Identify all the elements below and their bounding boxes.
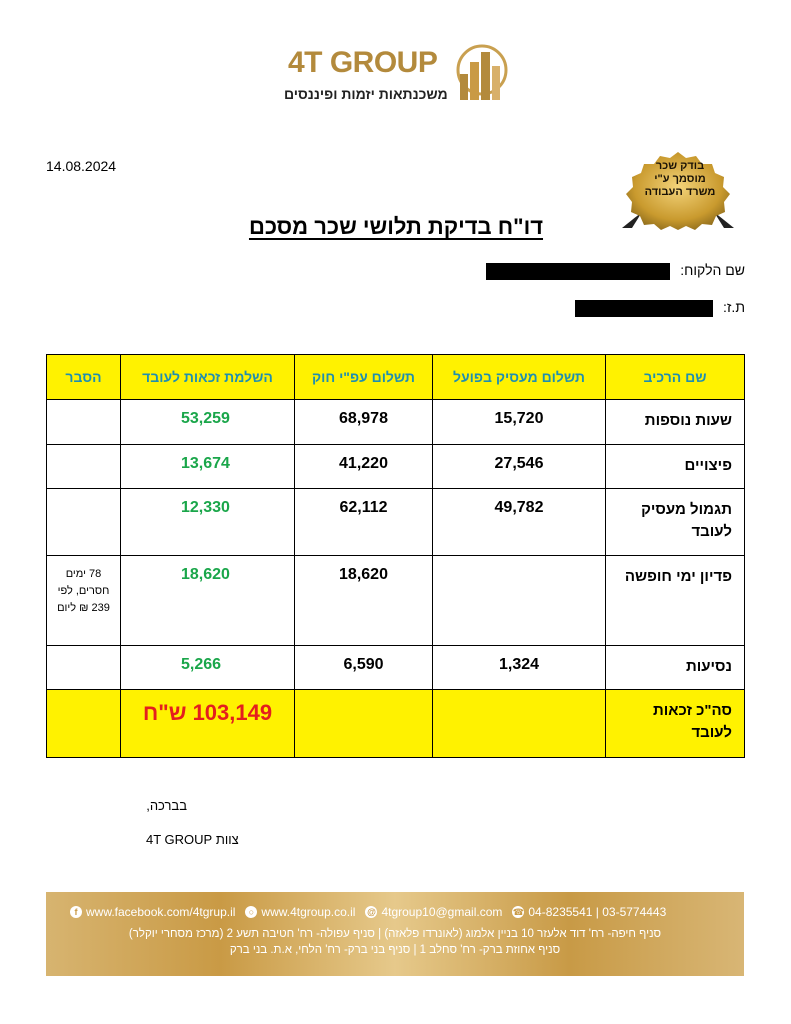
email-text: 4tgroup10@gmail.com bbox=[381, 905, 503, 919]
row-completion: 13,674 bbox=[121, 445, 295, 489]
row-legal-payment: 62,112 bbox=[295, 489, 433, 556]
table-row bbox=[47, 489, 745, 556]
logo-brand: 4T GROUP bbox=[288, 46, 438, 79]
table-row bbox=[47, 400, 745, 445]
buildings-icon bbox=[452, 44, 510, 100]
globe-icon: ○ bbox=[245, 906, 257, 918]
row-completion: 53,259 bbox=[121, 400, 295, 445]
salary-summary-table bbox=[46, 354, 745, 758]
website-link[interactable] bbox=[245, 905, 355, 919]
team-name: צוות 4T GROUP bbox=[146, 832, 239, 847]
client-id-field bbox=[575, 299, 745, 317]
row-completion: 18,620 bbox=[121, 556, 295, 646]
team-signature bbox=[146, 832, 239, 847]
header-completion: השלמת זכאות לעובד bbox=[121, 355, 295, 400]
facebook-text: www.facebook.com/4tgrup.il bbox=[86, 905, 236, 919]
redacted-name bbox=[486, 263, 670, 280]
total-empty-cell bbox=[47, 690, 121, 758]
phone-text: 04-8235541 | 03-5774443 bbox=[528, 905, 667, 919]
certified-seal bbox=[612, 150, 744, 230]
facebook-icon: f bbox=[70, 906, 82, 918]
row-legal-payment: 6,590 bbox=[295, 646, 433, 690]
phone-link[interactable] bbox=[512, 905, 666, 919]
footer-address-line-2: סניף אחוזת ברק- רח' סחלב 1 | סניף בני ברק- רח' הלחי, א.ת. בני ברק bbox=[229, 944, 561, 956]
row-completion: 12,330 bbox=[121, 489, 295, 556]
table-row bbox=[47, 646, 745, 690]
client-name-field bbox=[486, 262, 745, 280]
table-row bbox=[47, 556, 745, 646]
row-actual-payment bbox=[433, 556, 606, 646]
row-actual-payment: 49,782 bbox=[433, 489, 606, 556]
total-empty-cell bbox=[433, 690, 606, 758]
row-completion: 5,266 bbox=[121, 646, 295, 690]
report-date: 14.08.2024 bbox=[46, 158, 117, 174]
row-explanation bbox=[47, 400, 121, 445]
row-legal-payment: 68,978 bbox=[295, 400, 433, 445]
table-header-row bbox=[47, 355, 745, 400]
row-component-name: תגמול מעסיק לעובד bbox=[606, 489, 745, 556]
report-title: דו"ח בדיקת תלושי שכר מסכם bbox=[248, 214, 544, 239]
closing-greeting: בברכה, bbox=[146, 798, 187, 813]
company-logo bbox=[280, 44, 512, 108]
row-legal-payment: 18,620 bbox=[295, 556, 433, 646]
seal-line-3: משרד העבודה bbox=[644, 186, 716, 198]
row-explanation bbox=[47, 646, 121, 690]
client-id-label: ת.ז: bbox=[723, 299, 745, 315]
row-legal-payment: 41,220 bbox=[295, 445, 433, 489]
logo-tagline: משכנתאות יזמות ופיננסים bbox=[284, 86, 448, 102]
table-row bbox=[47, 445, 745, 489]
email-icon: @ bbox=[367, 907, 376, 917]
email-link[interactable] bbox=[365, 905, 502, 919]
client-name-label: שם הלקוח: bbox=[680, 262, 745, 278]
row-component-name: שעות נוספות bbox=[606, 400, 745, 445]
row-explanation: 78 ימים חסרים, לפי 239 ₪ ליום bbox=[47, 556, 121, 646]
row-explanation bbox=[47, 445, 121, 489]
website-text: www.4tgroup.co.il bbox=[261, 905, 356, 919]
footer-address-line-1: סניף חיפה- רח' דוד אלעזר 10 בניין אלמוג (לאונרדו פלאזה) | סניף עפולה- רח' חטיבה תשע 2 (מרכז מסחרי יוקלר) bbox=[128, 928, 662, 940]
row-actual-payment: 1,324 bbox=[433, 646, 606, 690]
total-value: 103,149 ש"ח bbox=[121, 690, 295, 758]
redacted-id bbox=[575, 300, 713, 317]
header-actual-payment: תשלום מעסיק בפועל bbox=[433, 355, 606, 400]
seal-line-1: בודק שכר bbox=[655, 160, 705, 172]
total-row bbox=[47, 690, 745, 758]
total-empty-cell bbox=[295, 690, 433, 758]
header-legal-payment: תשלום עפ"י חוק bbox=[295, 355, 433, 400]
row-component-name: פיצויים bbox=[606, 445, 745, 489]
phone-icon: ☎ bbox=[512, 907, 524, 917]
footer-banner bbox=[46, 892, 744, 976]
footer-contacts bbox=[70, 905, 730, 919]
row-actual-payment: 27,546 bbox=[433, 445, 606, 489]
facebook-link[interactable] bbox=[70, 905, 235, 919]
row-explanation bbox=[47, 489, 121, 556]
seal-line-2: מוסמך ע"י bbox=[654, 173, 706, 185]
total-label: סה"כ זכאות לעובד bbox=[606, 690, 745, 758]
header-component: שם הרכיב bbox=[606, 355, 745, 400]
row-component-name: פדיון ימי חופשה bbox=[606, 556, 745, 646]
row-actual-payment: 15,720 bbox=[433, 400, 606, 445]
row-component-name: נסיעות bbox=[606, 646, 745, 690]
header-explanation: הסבר bbox=[47, 355, 121, 400]
